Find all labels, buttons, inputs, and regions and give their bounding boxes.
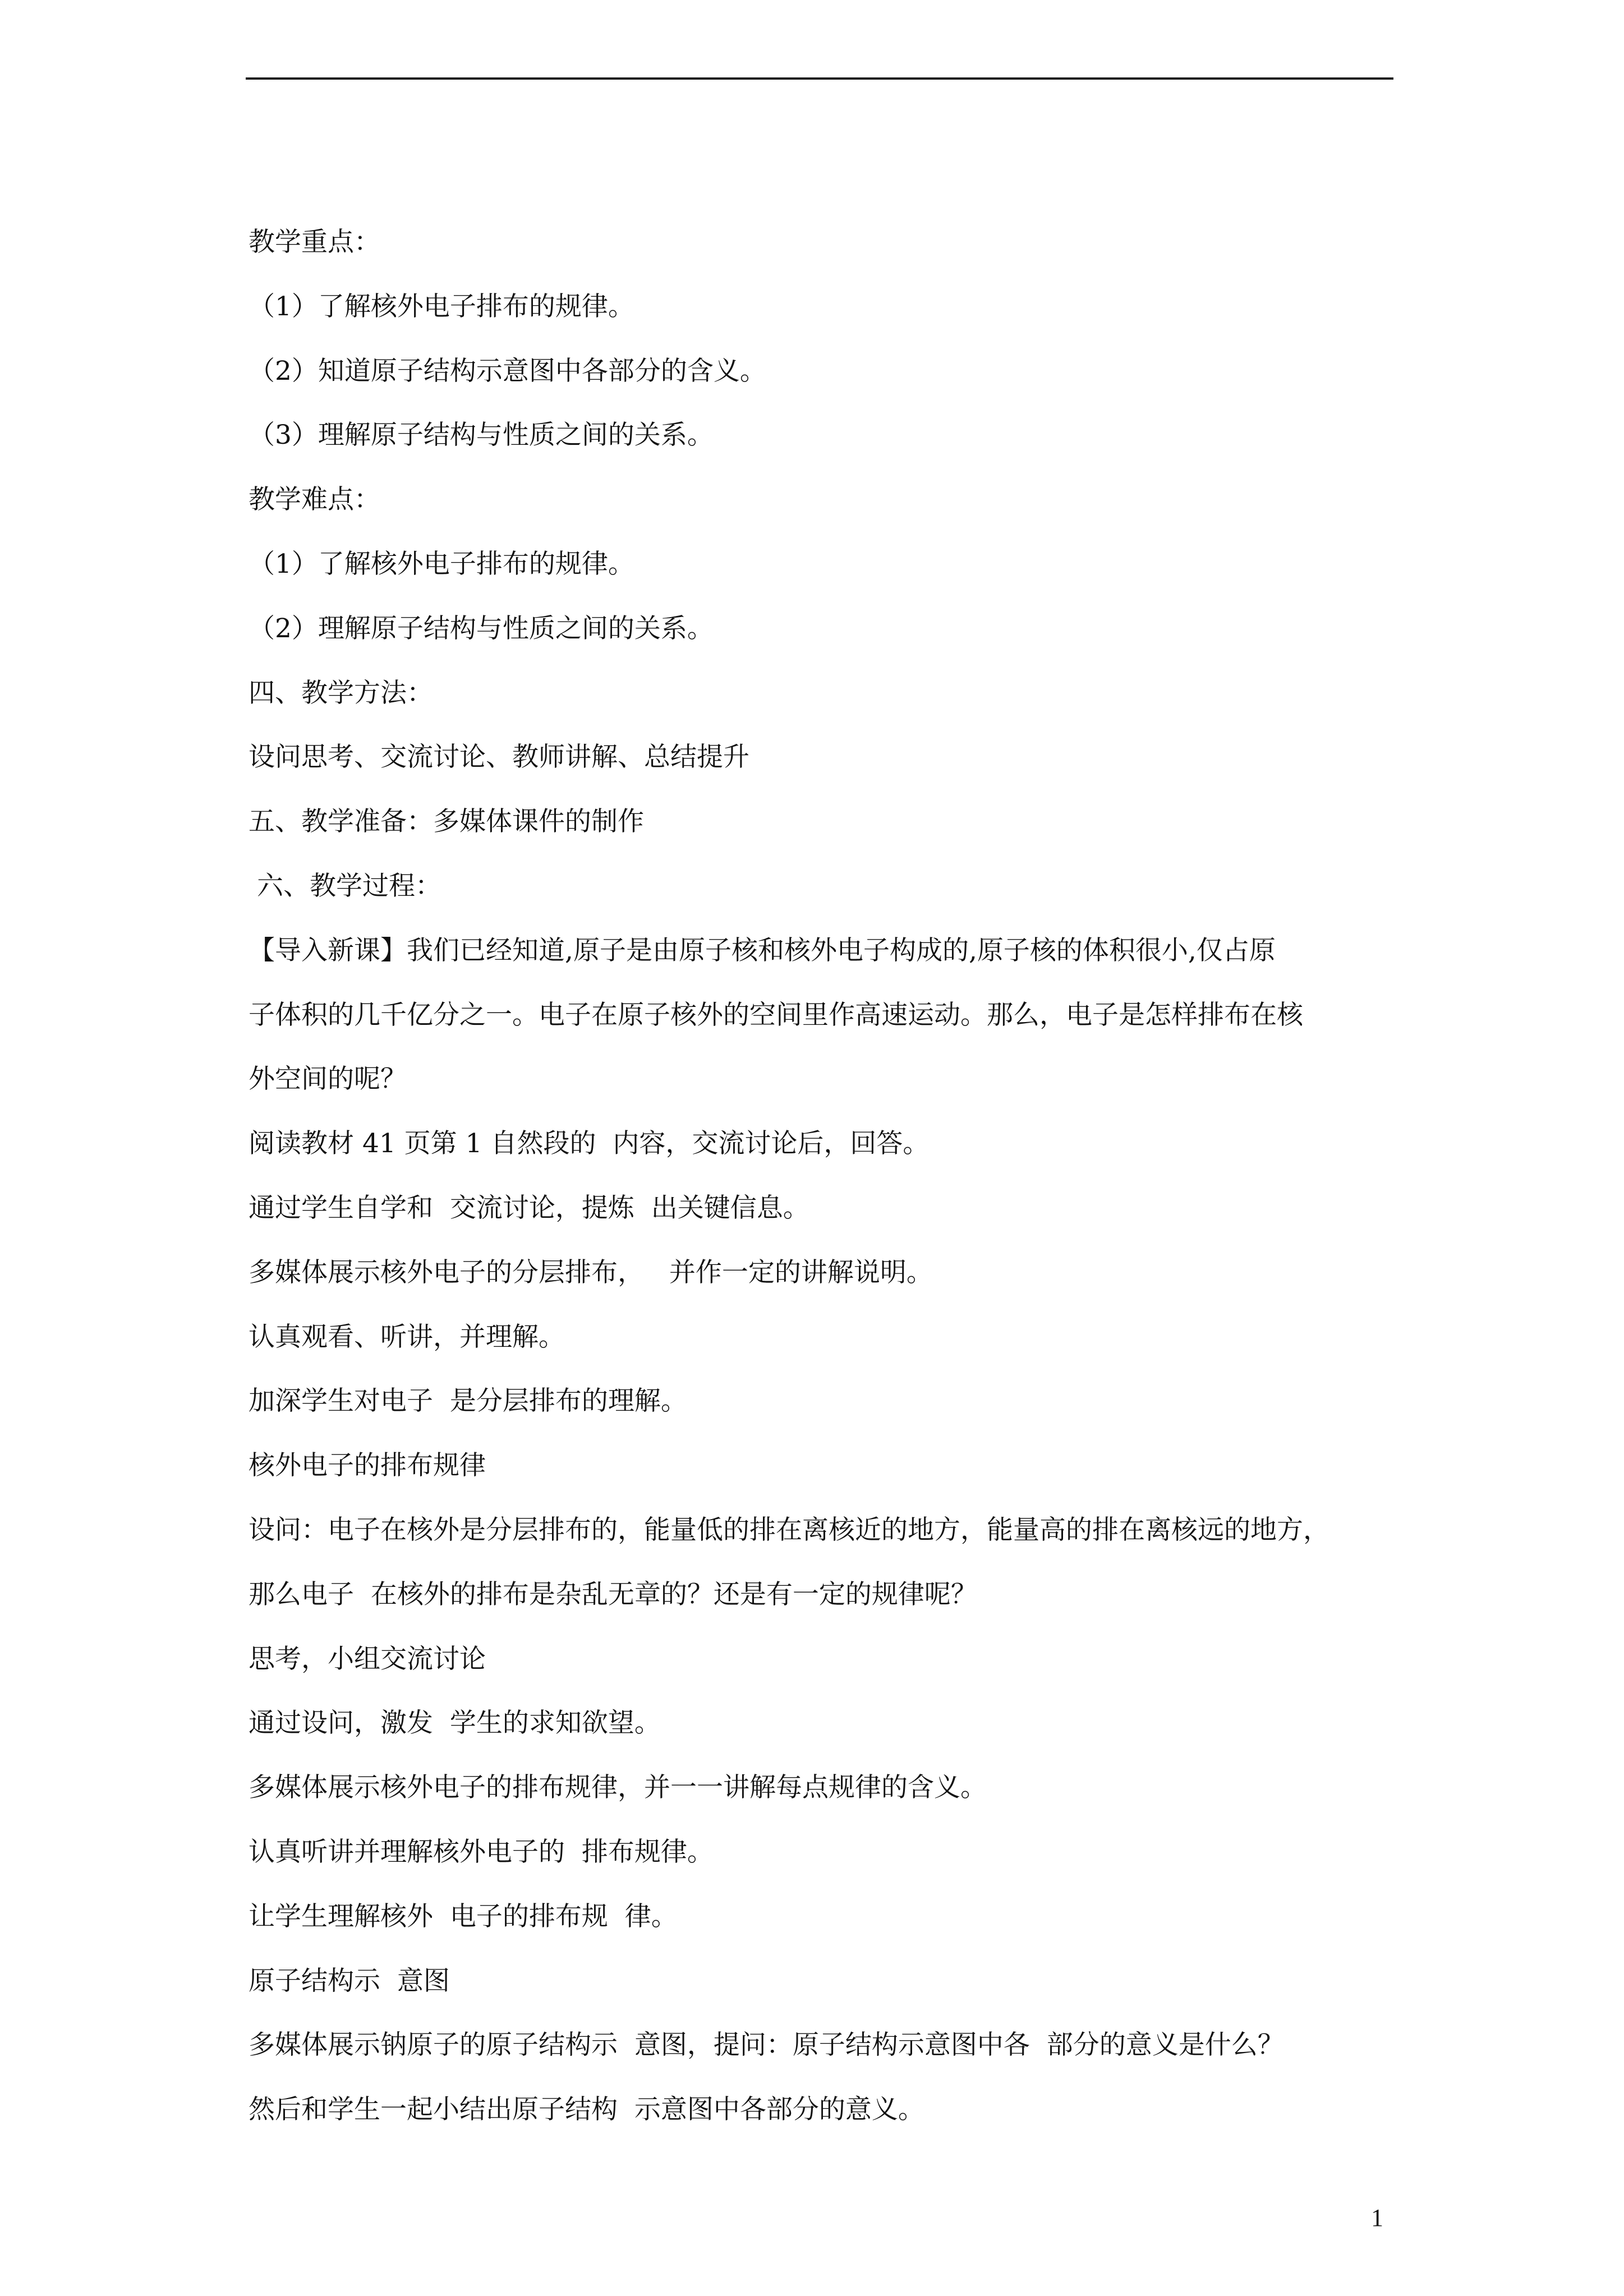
text-line: 阅读教材 41 页第 1 自然段的 内容，交流讨论后，回答。 bbox=[249, 1128, 930, 1159]
text-line: 外空间的呢？ bbox=[249, 1064, 407, 1095]
text-line: （2）理解原子结构与性质之间的关系。 bbox=[249, 613, 714, 644]
text-line: 六、教学过程： bbox=[249, 870, 441, 901]
text-line: 认真观看、听讲，并理解。 bbox=[249, 1321, 565, 1352]
text-line: 五、教学准备：多媒体课件的制作 bbox=[249, 806, 644, 838]
text-line: 然后和学生一起小结出原子结构 示意图中各部分的意义。 bbox=[249, 2094, 924, 2125]
text-line: 通过设问，激发 学生的求知欲望。 bbox=[249, 1708, 661, 1739]
text-line: （1）了解核外电子排布的规律。 bbox=[249, 291, 634, 322]
text-line: 原子结构示 意图 bbox=[249, 1965, 450, 1996]
text-line: 那么电子 在核外的排布是杂乱无章的？还是有一定的规律呢？ bbox=[249, 1579, 977, 1610]
text-line: （1）了解核外电子排布的规律。 bbox=[249, 548, 634, 579]
document-body bbox=[249, 210, 1393, 2142]
text-line: 加深学生对电子 是分层排布的理解。 bbox=[249, 1386, 687, 1417]
header-rule bbox=[246, 77, 1393, 80]
text-line: 设问：电子在核外是分层排布的，能量低的排在离核近的地方，能量高的排在离核远的地方， bbox=[249, 1514, 1329, 1545]
text-line: 让学生理解核外 电子的排布规 律。 bbox=[249, 1901, 678, 1932]
text-line: 【导入新课】我们已经知道,原子是由原子核和核外电子构成的,原子核的体积很小,仅占原 bbox=[249, 935, 1276, 966]
page-number: 1 bbox=[1371, 2204, 1383, 2231]
text-line: 四、教学方法： bbox=[249, 677, 433, 708]
text-line: 子体积的几千亿分之一。电子在原子核外的空间里作高速运动。那么，电子是怎样排布在核 bbox=[249, 999, 1303, 1030]
text-line: 通过学生自学和 交流讨论，提炼 出关键信息。 bbox=[249, 1192, 809, 1223]
text-line: 思考，小组交流讨论 bbox=[249, 1643, 486, 1674]
text-line: 核外电子的排布规律 bbox=[249, 1450, 486, 1481]
text-line: 教学重点： bbox=[249, 227, 380, 257]
text-line: （3）理解原子结构与性质之间的关系。 bbox=[249, 420, 714, 451]
text-line: 教学难点： bbox=[249, 484, 380, 516]
text-line: 多媒体展示核外电子的分层排布， 并作一定的讲解说明。 bbox=[249, 1257, 933, 1288]
text-line: （2）知道原子结构示意图中各部分的含义。 bbox=[249, 355, 766, 386]
text-line: 认真听讲并理解核外电子的 排布规律。 bbox=[249, 1836, 714, 1867]
text-line: 设问思考、交流讨论、教师讲解、总结提升 bbox=[249, 742, 749, 773]
text-line: 多媒体展示钠原子的原子结构示 意图，提问：原子结构示意图中各 部分的意义是什么？ bbox=[249, 2030, 1284, 2061]
text-line: 多媒体展示核外电子的排布规律，并一一讲解每点规律的含义。 bbox=[249, 1772, 987, 1803]
